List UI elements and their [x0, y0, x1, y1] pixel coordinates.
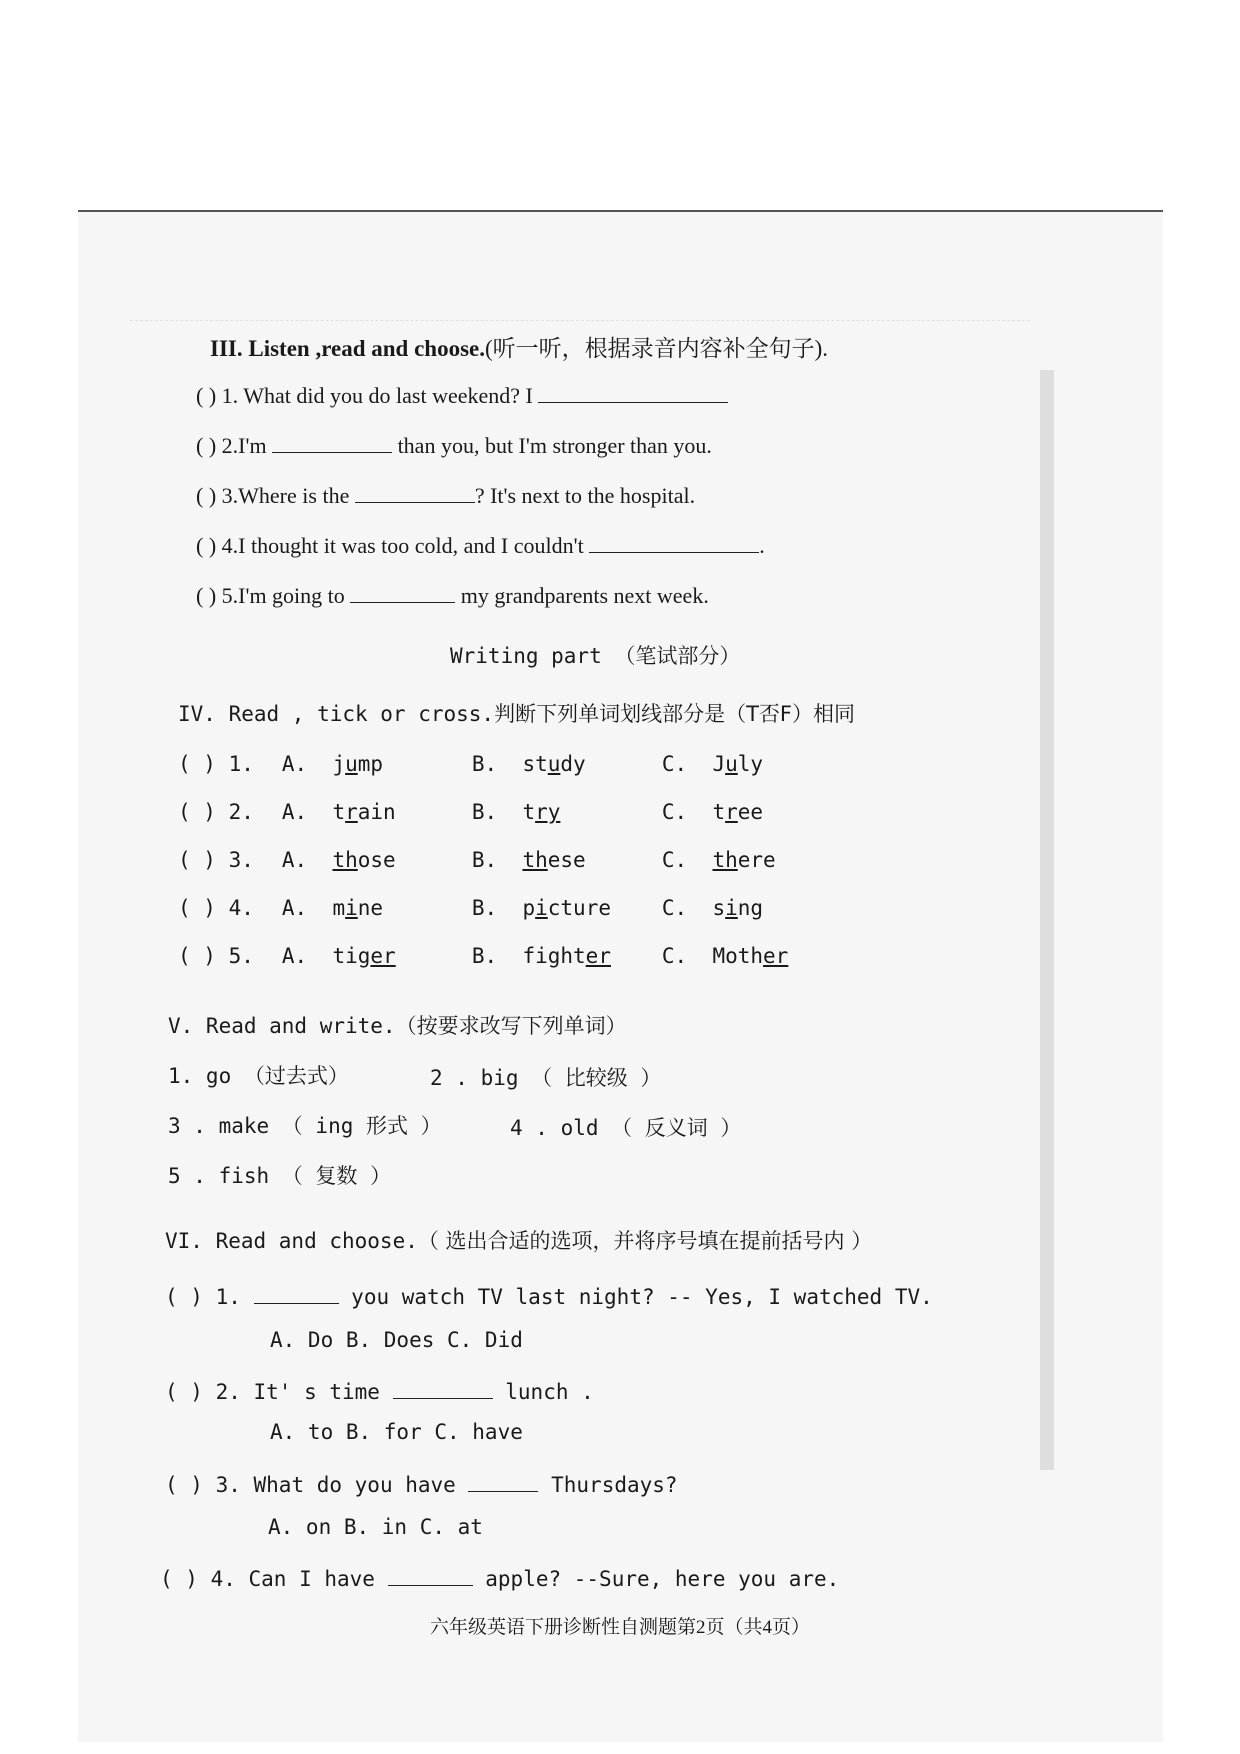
binding-margin	[1040, 370, 1054, 1470]
answer-blank[interactable]	[388, 1562, 473, 1586]
underlined-part: th	[522, 848, 548, 872]
option-letter: A.	[281, 752, 308, 776]
word-part: tig	[332, 944, 371, 968]
section3-item-5: ( ) 5.I'm going to my grandparents next week.	[196, 578, 709, 609]
option-letter: B.	[471, 800, 498, 824]
section4-row	[178, 848, 862, 872]
option-letter: B.	[471, 848, 498, 872]
word-part: Moth	[712, 944, 764, 968]
row-number: ( ) 5.	[178, 944, 254, 968]
section4-row	[178, 800, 862, 824]
word-part: mp	[357, 752, 384, 776]
word-part: dy	[560, 752, 586, 776]
answer-blank[interactable]	[468, 1468, 538, 1492]
word-part: fight	[522, 944, 586, 968]
section5-item-3: 3 . make （ ing 形式 ）	[168, 1114, 442, 1138]
underlined-part: r	[345, 800, 358, 824]
option-b	[472, 800, 662, 824]
row-number: ( ) 3.	[178, 848, 254, 872]
answer-blank[interactable]	[589, 528, 759, 553]
section6-heading: VI. Read and choose.（ 选出合适的选项，并将序号填在提前括号内 ）	[165, 1229, 873, 1253]
option-c	[662, 752, 862, 776]
word-part: ee	[737, 800, 764, 824]
word-part: J	[712, 752, 726, 776]
option-letter: B.	[471, 944, 498, 968]
word-part: cture	[547, 896, 611, 920]
row-number: ( ) 2.	[178, 800, 254, 824]
section3-item-1: ( ) 1. What did you do last weekend? I	[196, 378, 728, 409]
option-letter: A.	[281, 848, 308, 872]
answer-blank[interactable]	[350, 578, 455, 603]
section5-item-2: 2 . big （ 比较级 ）	[430, 1066, 662, 1090]
option-c	[662, 896, 862, 920]
option-a	[282, 896, 472, 920]
word-part: ng	[737, 896, 764, 920]
option-b	[472, 896, 662, 920]
underlined-part: i	[725, 896, 738, 920]
row-number: ( ) 1.	[178, 752, 254, 776]
option-b	[472, 944, 662, 968]
section6-item-3-options: A. on B. in C. at	[268, 1515, 483, 1539]
option-a	[282, 944, 472, 968]
section6-item-2-options: A. to B. for C. have	[270, 1420, 523, 1444]
word-part: t	[522, 800, 536, 824]
section4-heading: IV. Read , tick or cross.判断下列单词划线部分是（T否F）相同	[178, 702, 855, 726]
section6-item-1: ( ) 1. you watch TV last night? -- Yes, I watched TV.	[165, 1280, 933, 1309]
option-letter: B.	[471, 752, 498, 776]
underlined-part: th	[332, 848, 358, 872]
word-part: j	[332, 752, 346, 776]
word-part: ere	[737, 848, 776, 872]
answer-blank[interactable]	[355, 478, 475, 503]
word-part: ain	[357, 800, 396, 824]
word-part: ne	[357, 896, 384, 920]
section5-item-4: 4 . old （ 反义词 ）	[510, 1116, 742, 1140]
option-b	[472, 752, 662, 776]
underlined-part: th	[712, 848, 738, 872]
word-part: t	[332, 800, 346, 824]
row-number: ( ) 4.	[178, 896, 254, 920]
word-part: m	[332, 896, 346, 920]
section6-item-1-options: A. Do B. Does C. Did	[270, 1328, 523, 1352]
underlined-part: r	[725, 800, 738, 824]
section3-item-3: ( ) 3.Where is the ? It's next to the hospital.	[196, 478, 695, 509]
answer-blank[interactable]	[254, 1280, 339, 1304]
option-letter: A.	[281, 944, 308, 968]
word-part: t	[712, 800, 726, 824]
underlined-part: i	[345, 896, 358, 920]
underlined-part: i	[535, 896, 548, 920]
option-a	[282, 752, 472, 776]
section5-item-5: 5 . fish （ 复数 ）	[168, 1164, 392, 1188]
section5-item-1: 1. go （过去式）	[168, 1064, 349, 1088]
word-part: ose	[357, 848, 396, 872]
option-a	[282, 848, 472, 872]
section6-item-4: ( ) 4. Can I have apple? --Sure, here you are.	[160, 1562, 839, 1591]
answer-blank[interactable]	[393, 1375, 493, 1399]
section4-row	[178, 752, 862, 776]
option-b	[472, 848, 662, 872]
option-letter: C.	[661, 944, 688, 968]
page-footer: 六年级英语下册诊断性自测题第2页（共4页）	[429, 1617, 810, 1638]
option-letter: A.	[281, 800, 308, 824]
option-letter: A.	[281, 896, 308, 920]
underlined-part: u	[725, 752, 738, 776]
option-letter: B.	[471, 896, 498, 920]
underlined-part: er	[585, 944, 611, 968]
option-a	[282, 800, 472, 824]
writing-part-title: Writing part （笔试部分）	[450, 644, 741, 668]
word-part: ese	[547, 848, 586, 872]
answer-blank[interactable]	[272, 428, 392, 453]
underlined-part: u	[345, 752, 358, 776]
word-part: s	[712, 896, 726, 920]
option-letter: C.	[661, 896, 688, 920]
option-c	[662, 800, 862, 824]
option-letter: C.	[661, 752, 688, 776]
section3-item-2: ( ) 2.I'm than you, but I'm stronger than you.	[196, 428, 712, 459]
section4-row	[178, 896, 862, 920]
section3-heading: III. Listen ,read and choose.(听一听，根据录音内容补全句子).	[210, 336, 829, 361]
option-letter: C.	[661, 800, 688, 824]
section4-row	[178, 944, 862, 968]
section6-item-3: ( ) 3. What do you have Thursdays?	[165, 1468, 678, 1497]
underlined-part: ry	[535, 800, 561, 824]
word-part: st	[522, 752, 548, 776]
section3-item-4: ( ) 4.I thought it was too cold, and I couldn't .	[196, 528, 765, 559]
option-c	[662, 944, 862, 968]
underlined-part: u	[547, 752, 561, 776]
word-part: p	[522, 896, 536, 920]
underlined-part: er	[370, 944, 396, 968]
word-part: ly	[737, 752, 764, 776]
option-c	[662, 848, 862, 872]
section6-item-2: ( ) 2. It' s time lunch .	[165, 1375, 594, 1404]
underlined-part: er	[763, 944, 789, 968]
section5-heading: V. Read and write.（按要求改写下列单词）	[168, 1014, 627, 1038]
answer-blank[interactable]	[538, 378, 728, 403]
option-letter: C.	[661, 848, 688, 872]
